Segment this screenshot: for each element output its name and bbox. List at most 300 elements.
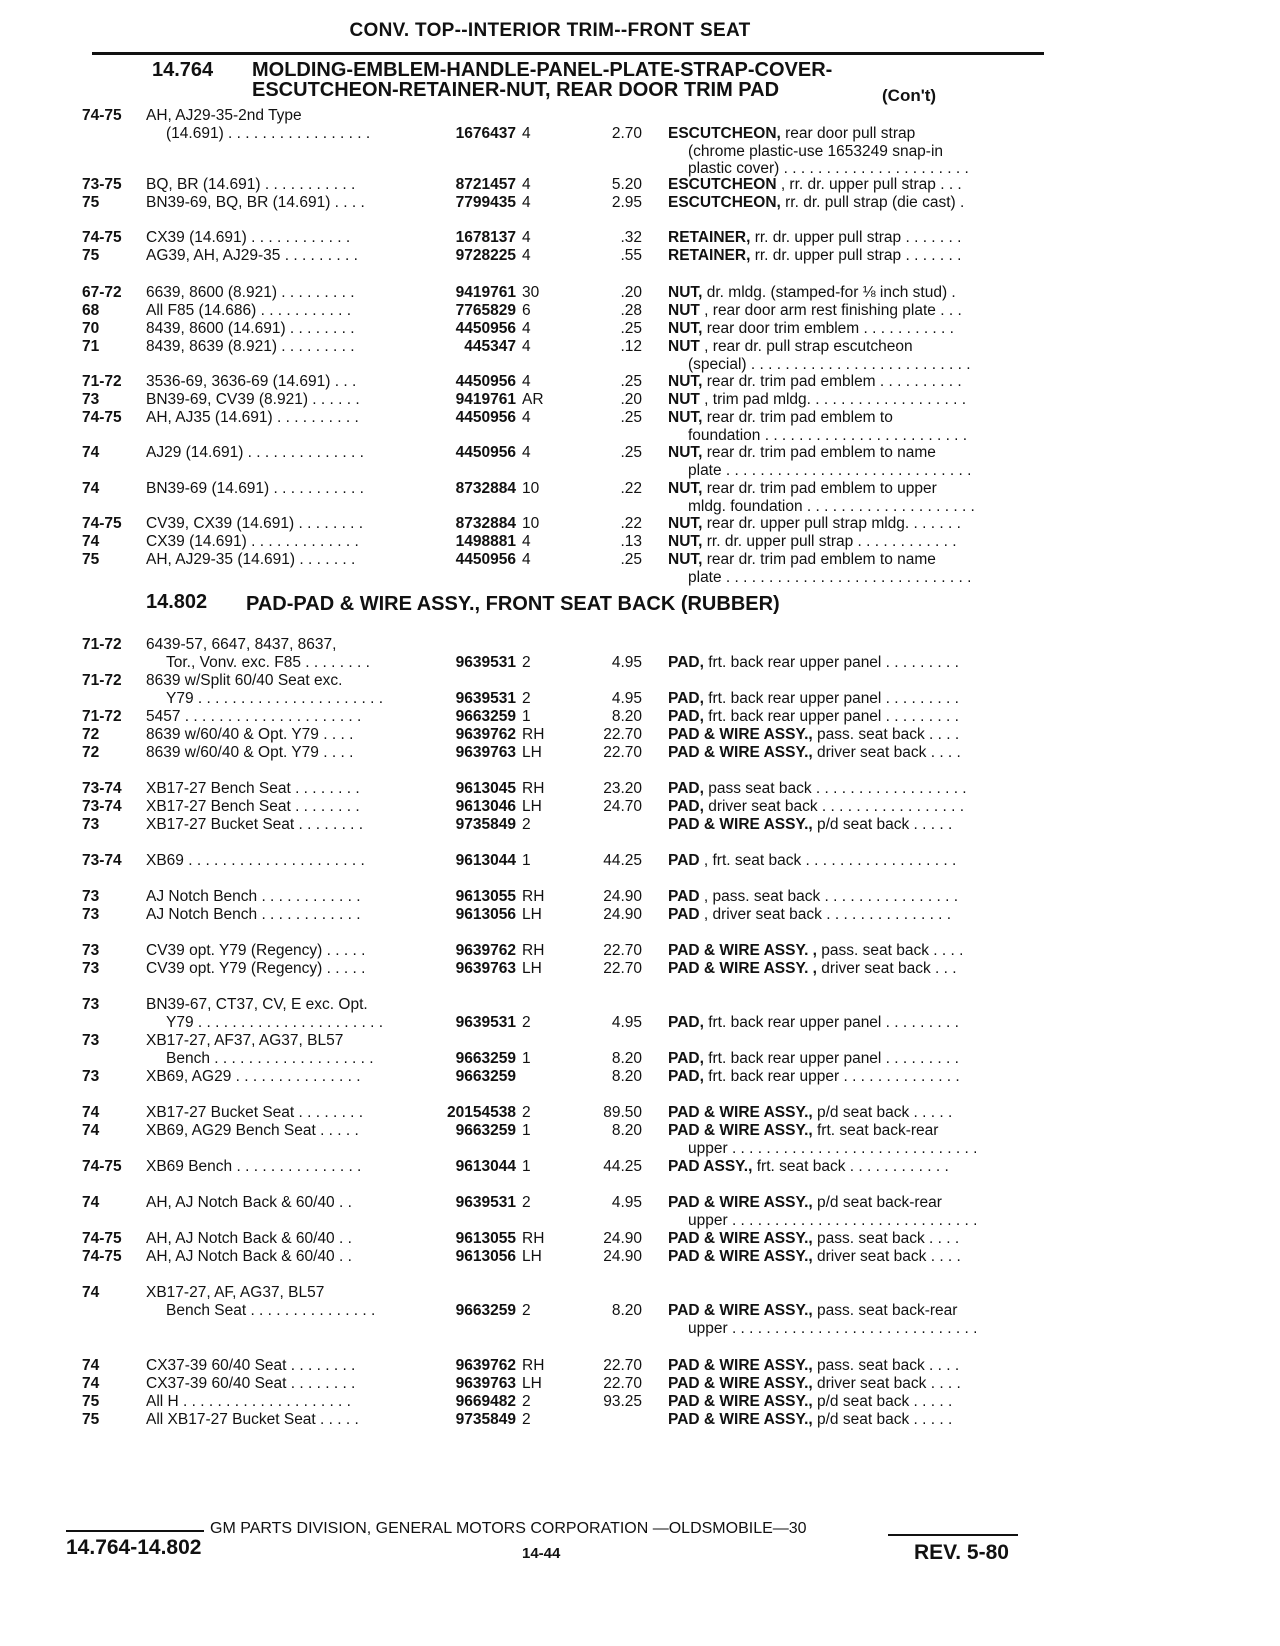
part-number-cell: 9639531 xyxy=(455,690,516,707)
description-text: rear dr. trim pad emblem to name xyxy=(702,551,936,568)
price-cell: 8.20 xyxy=(611,708,642,725)
description-text: p/d seat back . . . . . xyxy=(812,1411,953,1428)
description-keyword: PAD & WIRE ASSY., xyxy=(668,1357,813,1374)
price-cell: 8.20 xyxy=(611,1068,642,1085)
year-cell: 74 xyxy=(82,444,100,461)
table-row xyxy=(0,569,1280,586)
price-cell: 24.90 xyxy=(603,888,642,905)
model-cell: Bench . . . . . . . . . . . . . . . . . . . xyxy=(166,1050,374,1067)
quantity-cell: 4 xyxy=(522,229,531,246)
description-keyword: PAD & WIRE ASSY. , xyxy=(668,960,817,977)
description-cell xyxy=(668,1158,1048,1175)
description-text: , rear door arm rest finishing plate . . . xyxy=(699,302,962,319)
description-cell xyxy=(668,176,1048,193)
model-cell: AJ29 (14.691) . . . . . . . . . . . . . . xyxy=(146,444,364,461)
description-keyword: PAD ASSY., xyxy=(668,1158,753,1175)
description-text: rear dr. trim pad emblem to xyxy=(702,409,893,426)
model-cell: XB69, AG29 Bench Seat . . . . . xyxy=(146,1122,359,1139)
description-cell xyxy=(688,1320,1048,1337)
table-row xyxy=(0,1032,1280,1049)
quantity-cell: 2 xyxy=(522,1393,531,1410)
part-number-cell: 9663259 xyxy=(455,708,516,725)
description-cell xyxy=(668,1068,1048,1085)
year-cell: 73 xyxy=(82,1032,100,1049)
table-row xyxy=(0,515,1280,532)
part-number-cell: 9639763 xyxy=(455,744,516,761)
quantity-cell: LH xyxy=(522,960,542,977)
model-cell: All F85 (14.686) . . . . . . . . . . . xyxy=(146,302,352,319)
price-cell: .25 xyxy=(620,409,642,426)
description-cell xyxy=(668,409,1048,426)
description-cell xyxy=(668,338,1048,355)
description-text: frt. seat back . . . . . . . . . . . . xyxy=(752,1158,949,1175)
description-keyword: PAD & WIRE ASSY., xyxy=(668,1230,813,1247)
description-text: (special) . . . . . . . . . . . . . . . . . . . . . . . . . . xyxy=(688,356,971,373)
table-row xyxy=(0,1284,1280,1301)
table-row xyxy=(0,1140,1280,1157)
section-title: MOLDING-EMBLEM-HANDLE-PANEL-PLATE-STRAP-COVER- xyxy=(252,59,833,81)
year-cell: 74-75 xyxy=(82,229,122,246)
description-keyword: PAD & WIRE ASSY., xyxy=(668,1302,813,1319)
description-cell xyxy=(688,143,1048,160)
description-cell xyxy=(688,498,1048,515)
description-text: driver seat back . . . . . . . . . . . . . . . . . xyxy=(703,798,965,815)
description-keyword: NUT, xyxy=(668,551,703,568)
description-keyword: RETAINER, xyxy=(668,247,751,264)
price-cell: 2.95 xyxy=(611,194,642,211)
table-row xyxy=(0,373,1280,390)
table-row xyxy=(0,798,1280,815)
description-keyword: PAD xyxy=(668,906,700,923)
description-text: p/d seat back . . . . . xyxy=(812,1393,953,1410)
description-text: pass. seat back . . . . xyxy=(812,726,960,743)
quantity-cell: 10 xyxy=(522,515,540,532)
description-text: rr. dr. upper pull strap . . . . . . . xyxy=(750,229,962,246)
price-cell: 24.70 xyxy=(603,798,642,815)
price-cell: 4.95 xyxy=(611,690,642,707)
quantity-cell: 6 xyxy=(522,302,531,319)
table-row xyxy=(0,690,1280,707)
price-cell: 24.90 xyxy=(603,1248,642,1265)
price-cell: .25 xyxy=(620,373,642,390)
table-row xyxy=(0,247,1280,264)
year-cell: 74-75 xyxy=(82,409,122,426)
header-rule xyxy=(92,52,1044,55)
year-cell: 72 xyxy=(82,744,100,761)
quantity-cell: LH xyxy=(522,744,542,761)
year-cell: 67-72 xyxy=(82,284,122,301)
description-cell xyxy=(668,551,1048,568)
year-cell: 74 xyxy=(82,1104,100,1121)
table-row xyxy=(0,1122,1280,1139)
description-cell xyxy=(688,427,1048,444)
description-cell xyxy=(668,1375,1048,1392)
description-text: pass. seat back-rear xyxy=(812,1302,958,1319)
model-cell: 3536-69, 3636-69 (14.691) . . . xyxy=(146,373,357,390)
quantity-cell: 2 xyxy=(522,654,531,671)
table-row xyxy=(0,427,1280,444)
price-cell: .13 xyxy=(620,533,642,550)
footer-revision: REV. 5-80 xyxy=(914,1541,1009,1564)
year-cell: 68 xyxy=(82,302,100,319)
model-cell: XB17-27, AF37, AG37, BL57 xyxy=(146,1032,344,1049)
table-row xyxy=(0,1104,1280,1121)
quantity-cell: RH xyxy=(522,726,545,743)
year-cell: 73 xyxy=(82,888,100,905)
quantity-cell: 30 xyxy=(522,284,540,301)
table-row xyxy=(0,1375,1280,1392)
table-row xyxy=(0,636,1280,653)
description-text: frt. back rear upper panel . . . . . . . . . xyxy=(703,1014,959,1031)
price-cell: 23.20 xyxy=(603,780,642,797)
part-number-cell: 1676437 xyxy=(455,125,516,142)
price-cell: 2.70 xyxy=(611,125,642,142)
year-cell: 73-74 xyxy=(82,852,122,869)
description-cell xyxy=(668,247,1048,264)
quantity-cell: 4 xyxy=(522,444,531,461)
part-number-cell: 4450956 xyxy=(455,551,516,568)
page-header-title: CONV. TOP--INTERIOR TRIM--FRONT SEAT xyxy=(349,20,751,41)
description-text: foundation . . . . . . . . . . . . . . . . . . . . . . . . xyxy=(688,427,968,444)
description-text: (chrome plastic-use 1653249 snap-in xyxy=(688,143,944,160)
model-cell: BN39-69, CV39 (8.921) . . . . . . xyxy=(146,391,360,408)
table-row xyxy=(0,906,1280,923)
description-cell xyxy=(668,515,1048,532)
description-keyword: PAD & WIRE ASSY., xyxy=(668,1411,813,1428)
model-cell: BN39-67, CT37, CV, E exc. Opt. xyxy=(146,996,368,1013)
table-row xyxy=(0,143,1280,160)
description-text: rear door pull strap xyxy=(780,125,916,142)
table-row xyxy=(0,1212,1280,1229)
year-cell: 73 xyxy=(82,996,100,1013)
table-row xyxy=(0,107,1280,124)
price-cell: 44.25 xyxy=(603,1158,642,1175)
part-number-cell: 9613056 xyxy=(455,1248,516,1265)
description-cell xyxy=(668,320,1048,337)
part-number-cell: 9639762 xyxy=(455,942,516,959)
part-number-cell: 9613055 xyxy=(455,1230,516,1247)
quantity-cell: 1 xyxy=(522,1158,531,1175)
quantity-cell: LH xyxy=(522,798,542,815)
table-row xyxy=(0,1320,1280,1337)
description-text: pass. seat back . . . . xyxy=(812,1230,960,1247)
description-cell xyxy=(668,942,1048,959)
model-cell: Y79 . . . . . . . . . . . . . . . . . . . . . . xyxy=(166,1014,384,1031)
table-row xyxy=(0,480,1280,497)
description-cell xyxy=(668,960,1048,977)
section-title-continued: ESCUTCHEON-RETAINER-NUT, REAR DOOR TRIM PAD xyxy=(252,79,780,101)
description-text: frt. back rear upper panel . . . . . . . . . xyxy=(703,654,959,671)
quantity-cell: LH xyxy=(522,1375,542,1392)
year-cell: 74 xyxy=(82,1357,100,1374)
description-cell xyxy=(668,1302,1048,1319)
description-keyword: ESCUTCHEON xyxy=(668,176,777,193)
model-cell: 8439, 8639 (8.921) . . . . . . . . . xyxy=(146,338,355,355)
year-cell: 73 xyxy=(82,1068,100,1085)
model-cell: CX37-39 60/40 Seat . . . . . . . . xyxy=(146,1375,356,1392)
part-number-cell: 7765829 xyxy=(455,302,516,319)
part-number-cell: 9639531 xyxy=(455,654,516,671)
part-number-cell: 9663259 xyxy=(455,1302,516,1319)
part-number-cell: 9669482 xyxy=(455,1393,516,1410)
price-cell: .28 xyxy=(620,302,642,319)
year-cell: 75 xyxy=(82,551,100,568)
description-cell xyxy=(668,302,1048,319)
description-text: frt. back rear upper panel . . . . . . . . . xyxy=(703,690,959,707)
description-cell xyxy=(668,1393,1048,1410)
description-cell xyxy=(668,690,1048,707)
quantity-cell: 4 xyxy=(522,125,531,142)
description-cell xyxy=(668,708,1048,725)
description-cell xyxy=(688,1212,1048,1229)
table-row xyxy=(0,960,1280,977)
table-row xyxy=(0,409,1280,426)
year-cell: 74 xyxy=(82,480,100,497)
price-cell: 89.50 xyxy=(603,1104,642,1121)
description-text: upper . . . . . . . . . . . . . . . . . . . . . . . . . . . . . xyxy=(688,1212,978,1229)
part-number-cell: 7799435 xyxy=(455,194,516,211)
table-row xyxy=(0,744,1280,761)
description-keyword: NUT xyxy=(668,391,700,408)
description-keyword: PAD, xyxy=(668,708,704,725)
continued-label: (Con't) xyxy=(882,86,937,105)
price-cell: 8.20 xyxy=(611,1302,642,1319)
table-row xyxy=(0,533,1280,550)
part-number-cell: 4450956 xyxy=(455,320,516,337)
description-keyword: PAD & WIRE ASSY. , xyxy=(668,942,817,959)
description-keyword: PAD, xyxy=(668,1068,704,1085)
description-keyword: PAD xyxy=(668,888,700,905)
quantity-cell: RH xyxy=(522,1357,545,1374)
description-text: driver seat back . . . . xyxy=(812,744,961,761)
year-cell: 74 xyxy=(82,1284,100,1301)
price-cell: 24.90 xyxy=(603,1230,642,1247)
table-row xyxy=(0,176,1280,193)
description-keyword: PAD & WIRE ASSY., xyxy=(668,816,813,833)
part-number-cell: 1498881 xyxy=(455,533,516,550)
part-number-cell: 9639762 xyxy=(455,1357,516,1374)
description-keyword: PAD & WIRE ASSY., xyxy=(668,1248,813,1265)
description-keyword: PAD, xyxy=(668,1050,704,1067)
year-cell: 71-72 xyxy=(82,672,122,689)
price-cell: 8.20 xyxy=(611,1122,642,1139)
model-cell: 8639 w/60/40 & Opt. Y79 . . . . xyxy=(146,744,354,761)
year-cell: 74-75 xyxy=(82,515,122,532)
description-text: upper . . . . . . . . . . . . . . . . . . . . . . . . . . . . . xyxy=(688,1140,978,1157)
footer-publisher: GM PARTS DIVISION, GENERAL MOTORS CORPORATION —OLDSMOBILE—30 xyxy=(210,1520,807,1537)
table-row xyxy=(0,125,1280,142)
footer-page-number: 14-44 xyxy=(522,1545,561,1562)
description-text: driver seat back . . . xyxy=(817,960,957,977)
model-cell: XB17-27 Bucket Seat . . . . . . . . xyxy=(146,1104,364,1121)
model-cell: CX39 (14.691) . . . . . . . . . . . . xyxy=(146,229,351,246)
description-cell xyxy=(668,391,1048,408)
quantity-cell: 1 xyxy=(522,708,531,725)
model-cell: XB17-27 Bucket Seat . . . . . . . . xyxy=(146,816,364,833)
description-cell xyxy=(668,1194,1048,1211)
model-cell: 6439-57, 6647, 8437, 8637, xyxy=(146,636,337,653)
year-cell: 73-74 xyxy=(82,798,122,815)
description-keyword: ESCUTCHEON, xyxy=(668,125,781,142)
part-number-cell: 9419761 xyxy=(455,391,516,408)
model-cell: 8639 w/60/40 & Opt. Y79 . . . . xyxy=(146,726,354,743)
price-cell: .22 xyxy=(620,515,642,532)
year-cell: 73 xyxy=(82,906,100,923)
price-cell: .32 xyxy=(620,229,642,246)
part-number-cell: 4450956 xyxy=(455,409,516,426)
description-cell xyxy=(688,1140,1048,1157)
description-text: plastic cover) . . . . . . . . . . . . . . . . . . . . . . xyxy=(688,160,969,177)
model-cell: CX37-39 60/40 Seat . . . . . . . . xyxy=(146,1357,356,1374)
part-number-cell: 9639531 xyxy=(455,1014,516,1031)
part-number-cell: 9639763 xyxy=(455,1375,516,1392)
description-cell xyxy=(668,1104,1048,1121)
model-cell: CX39 (14.691) . . . . . . . . . . . . . xyxy=(146,533,359,550)
description-text: driver seat back . . . . xyxy=(812,1248,961,1265)
table-row xyxy=(0,498,1280,515)
quantity-cell: 2 xyxy=(522,816,531,833)
table-row xyxy=(0,1393,1280,1410)
section-title-2: PAD-PAD & WIRE ASSY., FRONT SEAT BACK (RUBBER) xyxy=(246,593,780,615)
description-cell xyxy=(668,654,1048,671)
table-row xyxy=(0,391,1280,408)
table-row xyxy=(0,1357,1280,1374)
price-cell: 8.20 xyxy=(611,1050,642,1067)
description-cell xyxy=(668,816,1048,833)
part-number-cell: 9639762 xyxy=(455,726,516,743)
quantity-cell: 1 xyxy=(522,1050,531,1067)
table-row xyxy=(0,338,1280,355)
year-cell: 73-75 xyxy=(82,176,122,193)
year-cell: 72 xyxy=(82,726,100,743)
price-cell: .22 xyxy=(620,480,642,497)
footer-rule-right xyxy=(888,1534,1018,1536)
description-keyword: NUT, xyxy=(668,444,703,461)
table-row xyxy=(0,1248,1280,1265)
quantity-cell: LH xyxy=(522,1248,542,1265)
table-row xyxy=(0,672,1280,689)
quantity-cell: 4 xyxy=(522,320,531,337)
description-cell xyxy=(668,1014,1048,1031)
table-row xyxy=(0,1194,1280,1211)
model-cell: AH, AJ35 (14.691) . . . . . . . . . . xyxy=(146,409,359,426)
description-cell xyxy=(668,744,1048,761)
model-cell: BN39-69, BQ, BR (14.691) . . . . xyxy=(146,194,365,211)
description-text: plate . . . . . . . . . . . . . . . . . . . . . . . . . . . . . xyxy=(688,462,972,479)
table-row xyxy=(0,194,1280,211)
description-text: rr. dr. pull strap (die cast) . xyxy=(780,194,965,211)
part-number-cell: 9728225 xyxy=(455,247,516,264)
description-keyword: PAD & WIRE ASSY., xyxy=(668,726,813,743)
price-cell: 22.70 xyxy=(603,942,642,959)
description-cell xyxy=(668,906,1048,923)
description-text: rear dr. trim pad emblem to name xyxy=(702,444,936,461)
description-text: rear dr. trim pad emblem to upper xyxy=(702,480,937,497)
part-number-cell: 9613044 xyxy=(455,1158,516,1175)
description-cell xyxy=(668,533,1048,550)
quantity-cell: 2 xyxy=(522,690,531,707)
part-number-cell: 9735849 xyxy=(455,1411,516,1428)
description-keyword: NUT, xyxy=(668,373,703,390)
description-cell xyxy=(668,444,1048,461)
year-cell: 74 xyxy=(82,533,100,550)
description-text: rr. dr. upper pull strap . . . . . . . xyxy=(750,247,962,264)
price-cell: .55 xyxy=(620,247,642,264)
quantity-cell: 4 xyxy=(522,338,531,355)
table-row xyxy=(0,1302,1280,1319)
description-cell xyxy=(668,1411,1048,1428)
quantity-cell: 1 xyxy=(522,852,531,869)
model-cell: XB17-27 Bench Seat . . . . . . . . xyxy=(146,798,360,815)
part-number-cell: 9613046 xyxy=(455,798,516,815)
year-cell: 71-72 xyxy=(82,708,122,725)
table-row xyxy=(0,852,1280,869)
model-cell: All H . . . . . . . . . . . . . . . . . . . . xyxy=(146,1393,351,1410)
quantity-cell: 2 xyxy=(522,1302,531,1319)
quantity-cell: AR xyxy=(522,391,544,408)
section-number-2: 14.802 xyxy=(146,591,208,613)
table-row xyxy=(0,302,1280,319)
quantity-cell: 2 xyxy=(522,1014,531,1031)
price-cell: .25 xyxy=(620,320,642,337)
description-cell xyxy=(668,1230,1048,1247)
year-cell: 75 xyxy=(82,1393,100,1410)
description-keyword: PAD & WIRE ASSY., xyxy=(668,1194,813,1211)
description-cell xyxy=(688,160,1048,177)
description-keyword: PAD xyxy=(668,852,700,869)
price-cell: 22.70 xyxy=(603,744,642,761)
model-cell: XB69 Bench . . . . . . . . . . . . . . . xyxy=(146,1158,362,1175)
description-cell xyxy=(668,852,1048,869)
description-text: driver seat back . . . . xyxy=(812,1375,961,1392)
price-cell: .12 xyxy=(620,338,642,355)
model-cell: XB17-27, AF, AG37, BL57 xyxy=(146,1284,325,1301)
quantity-cell: 2 xyxy=(522,1104,531,1121)
description-text: , driver seat back . . . . . . . . . . . . . . . xyxy=(699,906,952,923)
part-number-cell: 9735849 xyxy=(455,816,516,833)
year-cell: 75 xyxy=(82,194,100,211)
year-cell: 75 xyxy=(82,247,100,264)
model-cell: (14.691) . . . . . . . . . . . . . . . . . xyxy=(166,125,371,142)
price-cell: .25 xyxy=(620,444,642,461)
description-keyword: PAD & WIRE ASSY., xyxy=(668,1104,813,1121)
description-keyword: NUT, xyxy=(668,284,703,301)
year-cell: 74 xyxy=(82,1194,100,1211)
description-keyword: PAD, xyxy=(668,654,704,671)
model-cell: 5457 . . . . . . . . . . . . . . . . . . . . . xyxy=(146,708,362,725)
description-text: , rr. dr. upper pull strap . . . xyxy=(776,176,962,193)
quantity-cell: RH xyxy=(522,1230,545,1247)
price-cell: 4.95 xyxy=(611,654,642,671)
quantity-cell: 4 xyxy=(522,194,531,211)
description-text: , frt. seat back . . . . . . . . . . . . . . . . . . xyxy=(699,852,957,869)
description-text: p/d seat back . . . . . xyxy=(812,816,953,833)
description-cell xyxy=(668,1248,1048,1265)
table-row xyxy=(0,1158,1280,1175)
table-row xyxy=(0,726,1280,743)
description-keyword: PAD, xyxy=(668,798,704,815)
model-cell: 8639 w/Split 60/40 Seat exc. xyxy=(146,672,343,689)
part-number-cell: 4450956 xyxy=(455,373,516,390)
year-cell: 74 xyxy=(82,1375,100,1392)
model-cell: AH, AJ29-35 (14.691) . . . . . . . xyxy=(146,551,356,568)
table-row xyxy=(0,888,1280,905)
year-cell: 71 xyxy=(82,338,100,355)
description-keyword: PAD, xyxy=(668,690,704,707)
description-text: p/d seat back . . . . . xyxy=(812,1104,953,1121)
description-keyword: NUT, xyxy=(668,409,703,426)
description-cell xyxy=(668,480,1048,497)
